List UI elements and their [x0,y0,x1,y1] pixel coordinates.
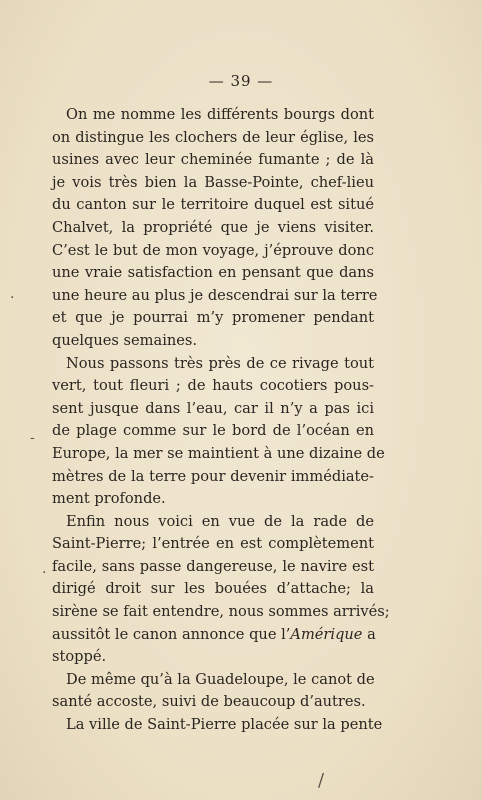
margin-speck: · [42,565,47,581]
text-line: Europe, la mer se maintient à une dizaine de [52,444,385,462]
text-line: santé accoste, suivi de beaucoup d’autres. [52,693,366,711]
text-line: je vois très bien la Basse-Pointe, chef-lieu [52,173,374,191]
text-line: dirigé droit sur les bouées d’attache; la [52,580,374,598]
page-number: — 39 — [208,72,274,90]
margin-speck: - [30,430,35,446]
text-line: et que je pourrai m’y promener pendant [52,309,374,327]
body-text [52,104,390,737]
text-line: sirène se fait entendre, nous sommes arrivés; [52,603,390,621]
text-line: C’est le but de mon voyage, j’éprouve donc [52,241,374,259]
text-line: De même qu’à la Guadeloupe, le canot de [66,670,375,688]
text-line: de plage comme sur le bord de l’océan en [52,422,374,440]
text-fragment: a [362,625,376,643]
text-line: Chalvet, la propriété que je viens visiter. [52,218,374,236]
text-line: facile, sans passe dangereuse, le navire est [52,557,374,575]
text-line-with-ship [52,624,374,647]
text-line: une heure au plus je descendrai sur la terre [52,286,378,304]
text-line: du canton sur le territoire duquel est situé [52,196,374,214]
paragraph-1 [52,104,378,353]
text-line: Saint-Pierre; l’entrée en est complètement [52,535,374,553]
text-line: stoppé. [52,648,107,666]
paragraph-3 [52,511,390,669]
pencil-mark: / [318,770,325,791]
ship-name: Amérique [290,625,363,643]
text-line: une vraie satisfaction en pensant que dans [52,264,374,282]
text-line: usines avec leur cheminée fumante ; de là [52,151,374,169]
paragraph-2 [52,353,385,511]
paragraph-5 [52,714,383,737]
text-line: sent jusque dans l’eau, car il n’y a pas ici [52,399,374,417]
paragraph-4 [52,669,374,714]
text-line: on distingue les clochers de leur église, les [52,128,374,146]
text-line: vert, tout fleuri ; de hauts cocotiers pous- [52,377,374,395]
text-line: Enfin nous voici en vue de la rade de [66,512,374,530]
text-line: On me nomme les différents bourgs dont [66,106,374,123]
text-line: quelques semaines. [52,331,198,349]
text-line: La ville de Saint-Pierre placée sur la pente [66,716,383,734]
margin-speck: · [10,290,15,306]
text-line: ment profonde. [52,490,166,508]
text-fragment: aussitôt le canon annonce que l’ [52,625,291,643]
text-line: mètres de la terre pour devenir immédiate- [52,467,374,485]
text-line: Nous passons très près de ce rivage tout [66,354,374,372]
